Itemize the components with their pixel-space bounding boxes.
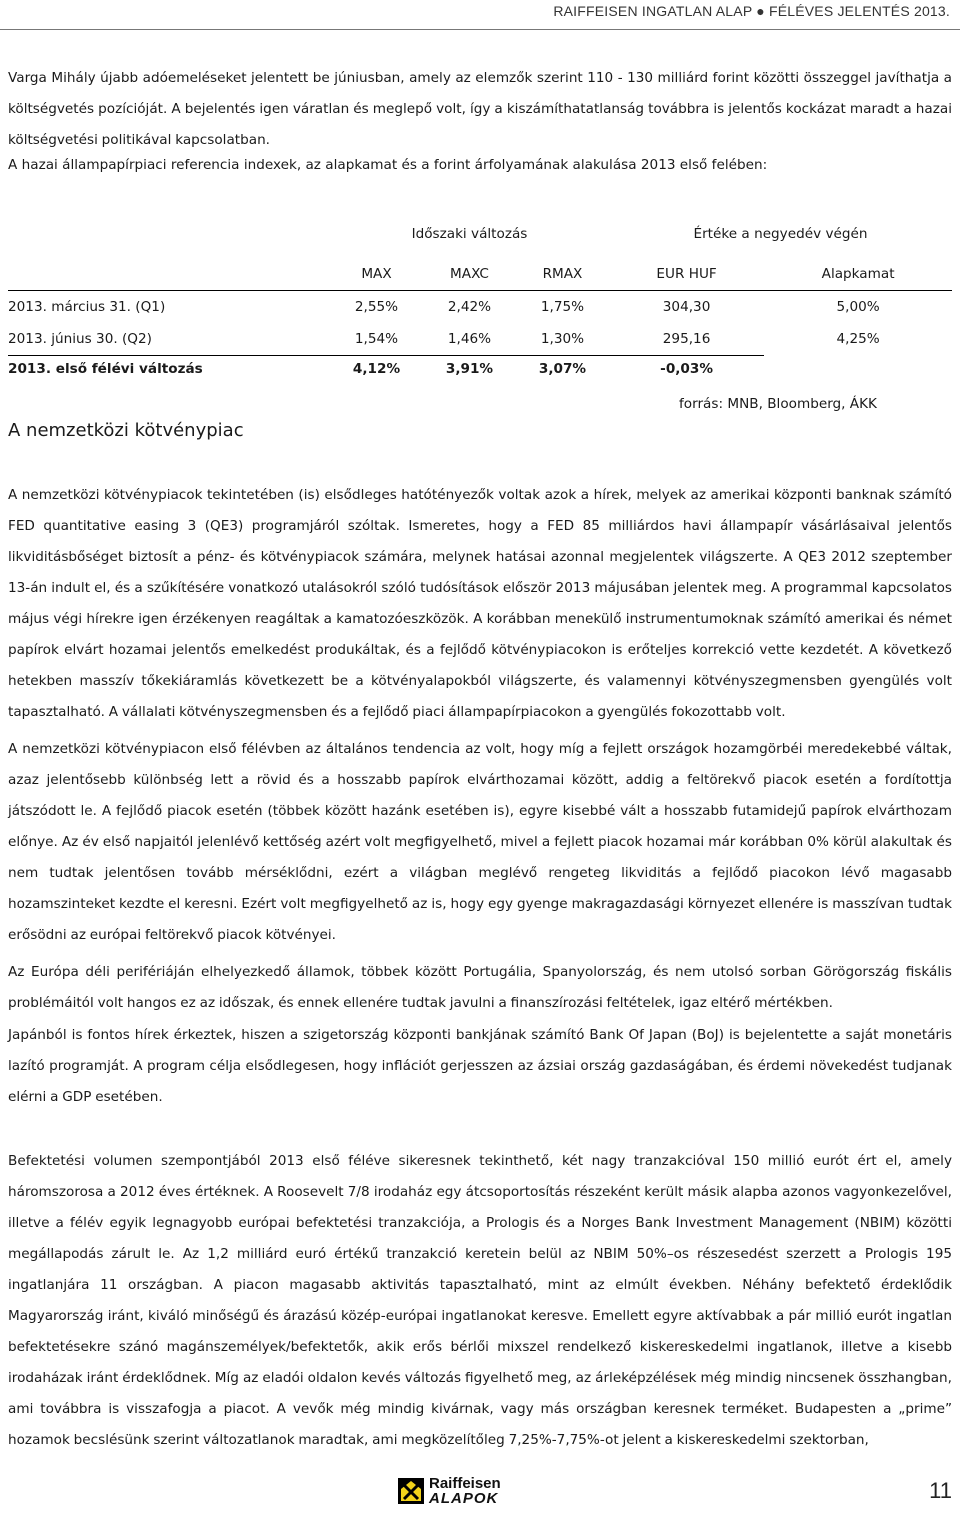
rates-table: [8, 210, 952, 382]
table-intro: A hazai állampapírpiaci referencia indexek, az alapkamat és a forint árfolyamának alakulása 2013 első felében:: [8, 157, 768, 173]
paragraph-japan: Japánból is fontos hírek érkeztek, hiszen a szigetország központi bankjának számító Bank Of Japan (BoJ) is bejelentette a saját monetáris lazító programját. A program célja elsődlegesen, hogy inflációt gerjesszen az ázsiai ország gazdaságában, és érdemi növekedést tudjanak elérni a GDP esetében.: [8, 1027, 952, 1105]
table-row: [8, 323, 952, 356]
table-column-header-row: [8, 258, 952, 291]
column-header: EUR HUF: [609, 258, 764, 291]
table-summary-row: [8, 356, 952, 383]
group-header-periodic-change: Időszaki változás: [411, 226, 528, 242]
table-cell: 1,75%: [540, 299, 585, 315]
summary-cell: 4,12%: [330, 356, 423, 383]
summary-cell: 3,07%: [516, 356, 609, 383]
summary-label: 2013. első félévi változás: [8, 356, 330, 383]
table-group-header-row: [8, 210, 952, 258]
table-cell: 1,30%: [540, 331, 585, 347]
paragraph-yield-curves: A nemzetközi kötvénypiacon első félévben az általános tendencia az volt, hogy míg a fejlett országok hozamgörbéi meredekebbé váltak, azaz jelentősebb különbség lett a rövid és a hosszabb papírok elvárthozamai között, addig a feltörekvő piacok esetén a fordítottja játszódott le. A fejlődő piacok esetén (többek között hazánk esetében is), egyre kisebbé vált a hosszabb futamidejű papírok elvárthozam előnye. Az év első napjaitól jelenlévő kettőség azért volt megfigyelhető, mivel a fejlett piacok hozamai már korábban 0% körül alakultak és nem tudtak jelentősen tovább mérséklődni, ezért a világban meglévő rengeteg likviditás a fejlődő piacokon lévő magasabb hozamszinteket kezdte el keresni. Ezért volt megfigyelhető az is, hogy egy gyenge makragazdasági környezet ellenére is masszívan tudtak erősödni az európai feltörekvő piacok kötvényei.: [8, 741, 952, 943]
table-cell: 1,54%: [354, 331, 399, 347]
raiffeisen-logo: [398, 1473, 513, 1509]
header-rule: [0, 29, 960, 30]
column-header: MAX: [330, 258, 423, 291]
paragraph-investment-volume: Befektetési volumen szempontjából 2013 első féléve sikeresnek tekinthető, két nagy tranzakcióval 150 millió eurót ért el, amely háromszorosa a 2012 éves értéknek. A Roosevelt 7/8 irodaház egy átcsoportosítás részeként került másik alapba azonos vagyonkezelővel, illetve a félév egyik legnagyobb európai befektetési tranzakciója, a Prologis és a Norges Bank Investment Management (NBIM) közötti megállapodás zárult le. Az 1,2 milliárd euró értékű tranzakció keretein belül az NBIM 50%–os részesedést szerzett a Prologis 195 ingatlanjára 11 országban. A piacon magasabb aktivitás tapasztalható, mint az elmúlt években. Néhány befektető érdeklődik Magyarország iránt, kiváló minőségű és árazású közép-európai ingatlanokat keresve. Emellett egyre aktívabbak a pár millió eurót ingatlan befektetésekre szánó magánszemélyek/befektetők, akik erős bérlői mixszel rendelkező kiskereskedelmi ingatlanok, illetve a kisebb irodaházak iránt érdeklődnek. Míg az eladói oldalon kevés változás figyelhető meg, az árleképzélések még mindig nincsenek összhangban, ami továbbra is visszafogja a piacot. A vevők még mindig kivárnak, vagy más országban keresnek terméket. Budapesten a „prime” hozamok becslésünk szerint változatlanok maradtak, ami megközelítőleg 7,25%-7,75%-ot jelent a kiskereskedelmi szektorban,: [8, 1153, 952, 1448]
source-note: forrás: MNB, Bloomberg, ÁKK: [679, 396, 877, 412]
group-header-value-end: Értéke a negyedév végén: [693, 226, 868, 242]
table-cell: 4,25%: [836, 331, 880, 348]
column-header: MAXC: [423, 258, 516, 291]
summary-cell: -0,03%: [609, 356, 764, 383]
logo-text-raiffeisen: Raiffeisen: [429, 1475, 501, 1492]
paragraph-fed-qe3: A nemzetközi kötvénypiacok tekintetében (is) elsődleges hatótényezők voltak azok a hírek, melyek az amerikai központi banknak számító FED quantitative easing 3 (QE3) programjáról szóltak. Ismeretes, hogy a FED 85 milliárdos havi állampapír vásárlásaival jelentős likviditásbőséget biztosít a pénz- és kötvénypiacok számára, melynek hatásai azonnal megjelentek világszerte. A QE3 2012 szeptember 13-án indult el, és a szűkítésére vonatkozó utalásokról szóló tudósítások először 2013 májusában jelentek meg. A programmal kapcsolatos május végi hírekre igen érzékenyen reagáltak a kamatozóeszközök. A korábban menekülő instrumentumoknak számító amerikai és német papírok elvárt hozamai jelentős emelkedést produkáltak, és a fejlődő kötvénypiacokon is erőteljes korrekció vette kezdetét. A következő hetekben masszív tőkekiáramlás következett be a kötvényalapokból világszerte, és valamennyi kötvényszegmensben gyengülés volt tapasztalható. A vállalati kötvényszegmensben és a fejlődő piaci állampapírpiacokon a gyengülés fokozottabb volt.: [8, 487, 952, 720]
page-number: 11: [929, 1478, 952, 1503]
table-cell: 2,42%: [447, 299, 492, 315]
paragraph-southern-europe: Az Európa déli perifériáján elhelyezkedő államok, többek között Portugália, Spanyolország, és nem utolsó sorban Görögország fiskális problémáitól volt hangos ez az időszak, és ennek ellenére tudtak javulni a finanszírozási feltételek, igaz eltérő mértékben.: [8, 964, 952, 1011]
row-label: 2013. június 30. (Q2): [8, 331, 152, 347]
table-cell: 2,55%: [354, 299, 399, 315]
summary-cell: 3,91%: [423, 356, 516, 383]
paragraph-budget: Varga Mihály újabb adóemeléseket jelentett be júniusban, amely az elemzők szerint 110 - 130 milliárd forint közötti összeggel javíthatja a költségvetés pozícióját. A bejelentés igen váratlan és meglepő volt, így a kiszámíthatatlanság továbbra is jelentős kockázat maradt a hazai költségvetési politikával kapcsolatban.: [8, 70, 952, 148]
row-label: 2013. március 31. (Q1): [8, 299, 166, 315]
table-cell: 1,46%: [447, 331, 492, 347]
table-cell: 295,16: [662, 331, 711, 347]
running-header: RAIFFEISEN INGATLAN ALAP ● FÉLÉVES JELENTÉS 2013.: [553, 3, 950, 19]
column-header: RMAX: [516, 258, 609, 291]
table-row: [8, 291, 952, 324]
raiffeisen-gable-icon: [398, 1478, 424, 1504]
logo-text-alapok: ALAPOK: [429, 1490, 499, 1507]
column-header: Alapkamat: [764, 258, 952, 291]
table-cell: 5,00%: [836, 299, 880, 315]
table-cell: 304,30: [662, 299, 711, 315]
section-title: A nemzetközi kötvénypiac: [8, 420, 244, 441]
